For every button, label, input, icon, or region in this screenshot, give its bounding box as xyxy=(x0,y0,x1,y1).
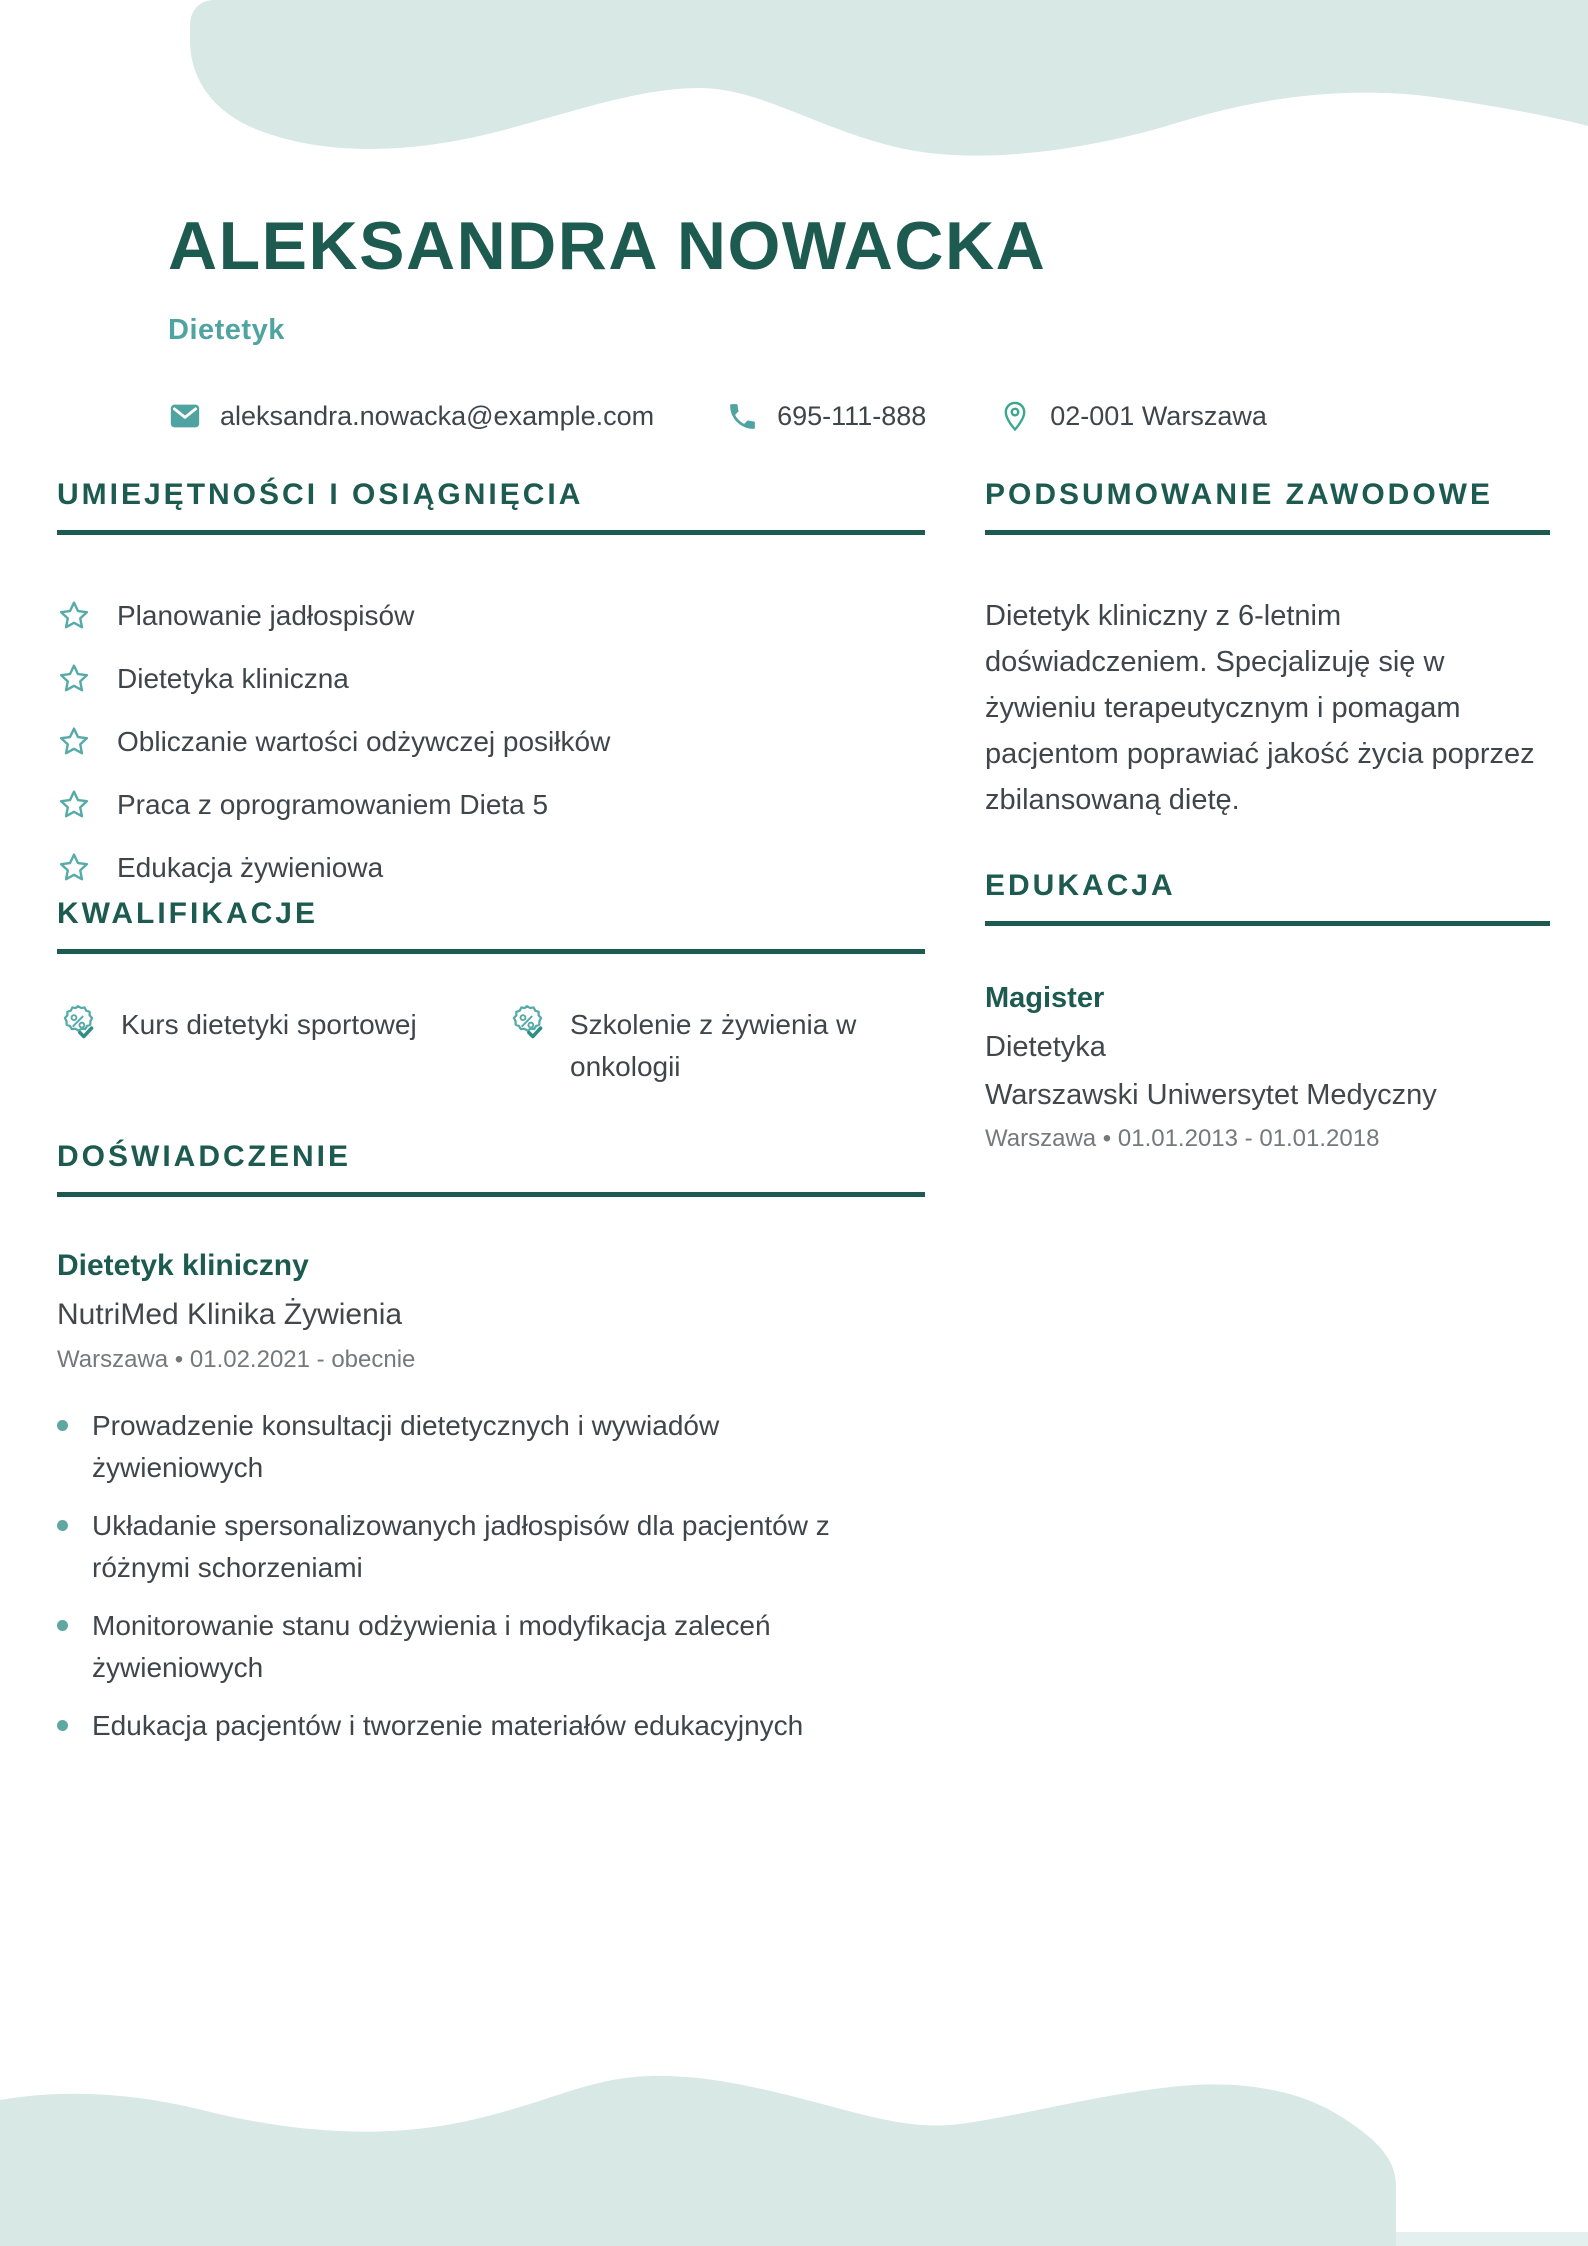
job-bullet xyxy=(57,1705,925,1747)
section-rule xyxy=(57,1192,925,1197)
skill-item xyxy=(57,851,925,885)
job-company: NutriMed Klinika Żywienia xyxy=(57,1298,403,1331)
education-entry xyxy=(985,982,1550,1152)
qualification-label: Kurs dietetyki sportowej xyxy=(121,1009,417,1040)
job-bullets xyxy=(57,1405,925,1747)
qualification-item xyxy=(57,1004,476,1088)
education-meta: Warszawa • 01.01.2013 - 01.01.2018 xyxy=(985,1125,1380,1152)
education-field: Dietetyka xyxy=(985,1031,1106,1063)
certificate-badge-icon xyxy=(506,1001,548,1043)
resume-header xyxy=(168,208,1267,433)
star-outline-icon xyxy=(57,725,91,759)
dot-icon xyxy=(57,1620,68,1631)
star-outline-icon xyxy=(57,851,91,885)
section-rule xyxy=(985,921,1550,926)
skill-label: Planowanie jadłospisów xyxy=(117,600,415,631)
right-column xyxy=(985,478,1550,1152)
star-outline-icon xyxy=(57,599,91,633)
section-rule xyxy=(57,530,925,535)
summary-text: Dietetyk kliniczny z 6-letnim doświadczeniem. Specjalizuję się w żywieniu terapeutycznym i pomagam pacjentom poprawiać jakość życia poprzez zbilansowaną dietę. xyxy=(985,600,1535,816)
star-outline-icon xyxy=(57,788,91,822)
qualification-label: Szkolenie z żywienia w onkologii xyxy=(570,1009,857,1082)
section-education xyxy=(985,869,1550,1152)
section-summary xyxy=(985,478,1550,823)
job-bullet-text: Układanie spersonalizowanych jadłospisów dla pacjentów z różnymi schorzeniami xyxy=(92,1510,830,1583)
experience-entry xyxy=(57,1249,925,1747)
envelope-icon xyxy=(168,399,202,433)
skill-label: Praca z oprogramowaniem Dieta 5 xyxy=(117,789,549,820)
contact-email xyxy=(168,399,654,433)
section-qualifications xyxy=(57,897,925,1088)
content-columns xyxy=(57,478,1550,1747)
contact-email-value: aleksandra.nowacka@example.com xyxy=(220,400,655,431)
section-rule xyxy=(57,949,925,954)
dot-icon xyxy=(57,1420,68,1431)
certificate-badge-icon xyxy=(57,1001,99,1043)
skills-list xyxy=(57,599,925,885)
job-bullet xyxy=(57,1405,925,1489)
section-rule xyxy=(985,530,1550,535)
job-bullet-text: Edukacja pacjentów i tworzenie materiałów edukacyjnych xyxy=(92,1710,804,1741)
job-bullet xyxy=(57,1605,925,1689)
bottom-wave-decoration xyxy=(0,2046,1588,2246)
left-column xyxy=(57,478,925,1747)
skills-section-title: UMIEJĘTNOŚCI I OSIĄGNIĘCIA xyxy=(57,478,584,511)
section-skills xyxy=(57,478,925,885)
map-pin-icon xyxy=(998,399,1032,433)
qualifications-section-title: KWALIFIKACJE xyxy=(57,897,318,930)
education-degree: Magister xyxy=(985,982,1105,1014)
star-outline-icon xyxy=(57,662,91,696)
phone-handset-icon xyxy=(726,400,759,433)
job-bullet-text: Prowadzenie konsultacji dietetycznych i wywiadów żywieniowych xyxy=(92,1410,720,1483)
section-experience xyxy=(57,1140,925,1747)
contact-row xyxy=(168,399,1267,433)
skill-item xyxy=(57,662,925,696)
candidate-name: ALEKSANDRA NOWACKA xyxy=(168,208,1047,284)
qualifications-list xyxy=(57,1004,925,1088)
qualification-item xyxy=(506,1004,925,1088)
skill-label: Edukacja żywieniowa xyxy=(117,852,384,883)
skill-item xyxy=(57,599,925,633)
skill-item xyxy=(57,725,925,759)
contact-location xyxy=(998,399,1267,433)
job-role: Dietetyk kliniczny xyxy=(57,1249,309,1282)
job-bullet xyxy=(57,1505,925,1589)
contact-phone xyxy=(726,400,926,433)
education-section-title: EDUKACJA xyxy=(985,869,1176,902)
skill-label: Obliczanie wartości odżywczej posiłków xyxy=(117,726,611,757)
education-school: Warszawski Uniwersytet Medyczny xyxy=(985,1079,1437,1111)
contact-location-value: 02-001 Warszawa xyxy=(1050,400,1267,431)
summary-section-title: PODSUMOWANIE ZAWODOWE xyxy=(985,478,1493,511)
job-meta: Warszawa • 01.02.2021 - obecnie xyxy=(57,1346,416,1373)
experience-section-title: DOŚWIADCZENIE xyxy=(57,1140,351,1173)
skill-label: Dietetyka kliniczna xyxy=(117,663,349,694)
candidate-job-title: Dietetyk xyxy=(168,314,285,346)
contact-phone-value: 695-111-888 xyxy=(777,400,927,431)
dot-icon xyxy=(57,1520,68,1531)
job-bullet-text: Monitorowanie stanu odżywienia i modyfikacja zaleceń żywieniowych xyxy=(92,1610,771,1683)
top-wave-decoration xyxy=(0,0,1588,175)
dot-icon xyxy=(57,1720,68,1731)
skill-item xyxy=(57,788,925,822)
